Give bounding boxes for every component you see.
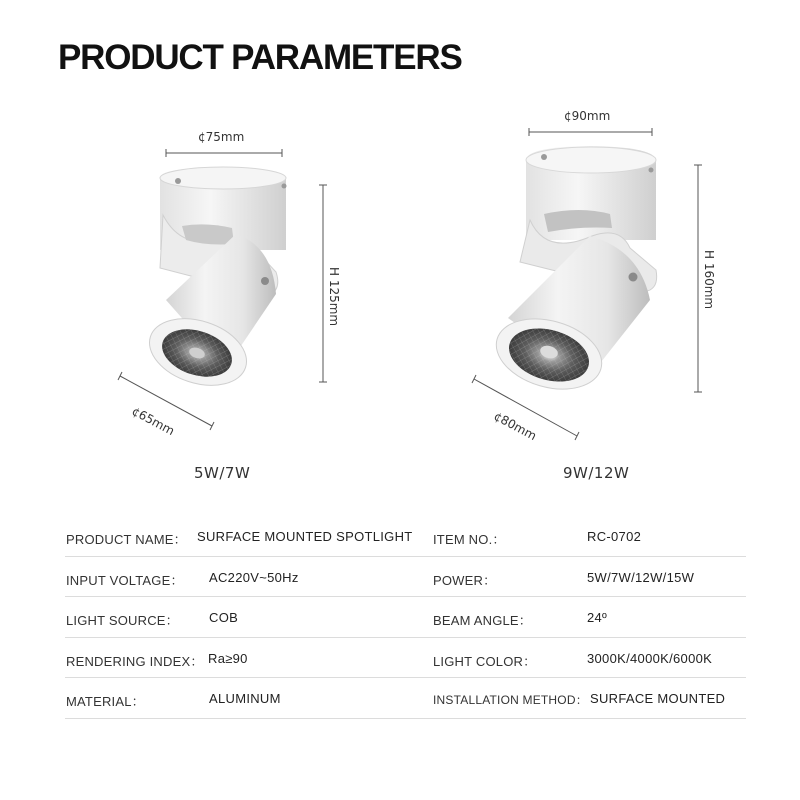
spec-value: RC-0702 — [587, 529, 642, 544]
spotlight-large — [472, 128, 702, 440]
spec-value: 5W/7W/12W/15W — [587, 569, 695, 585]
dim-front-diameter-small: ¢65mm — [129, 404, 177, 439]
dim-height-small: H 125mm — [327, 267, 341, 327]
spec-key: INPUT VOLTAGE： — [66, 572, 184, 588]
spec-key: INSTALLATION METHOD： — [433, 693, 588, 707]
spec-key: MATERIAL： — [66, 694, 145, 709]
spec-value: 24º — [587, 610, 608, 625]
spec-value: COB — [209, 610, 239, 625]
spec-value: SURFACE MOUNTED SPOTLIGHT — [197, 529, 413, 544]
dim-line-height-small — [319, 185, 327, 382]
page-title: PRODUCT PARAMETERS — [58, 38, 462, 77]
spec-table — [65, 516, 746, 719]
spec-value: SURFACE MOUNTED — [590, 691, 726, 706]
spec-key: BEAM ANGLE： — [433, 613, 533, 628]
variant-label-small: 5W/7W — [194, 464, 251, 482]
spec-key: LIGHT SOURCE： — [66, 613, 179, 628]
spec-value: 3000K/4000K/6000K — [587, 650, 713, 666]
dim-line-height-large — [694, 165, 702, 392]
spec-value: ALUMINUM — [209, 691, 281, 706]
dim-line-top-large — [529, 128, 652, 136]
spec-row — [65, 597, 746, 638]
dim-height-large: H 160mm — [702, 250, 716, 310]
spec-row — [65, 678, 746, 719]
spec-row — [65, 516, 746, 557]
spec-key: POWER： — [433, 572, 497, 588]
spec-key: PRODUCT NAME： — [66, 532, 187, 547]
dim-line-top-small — [166, 149, 282, 157]
dim-top-diameter-small: ¢75mm — [198, 130, 245, 144]
dim-top-diameter-large: ¢90mm — [564, 109, 611, 123]
spec-key: RENDERING INDEX： — [66, 653, 204, 669]
spec-value: AC220V~50Hz — [209, 569, 299, 585]
spec-key: ITEM NO.： — [433, 532, 506, 547]
spotlight-small — [118, 149, 327, 430]
spec-row — [65, 638, 746, 679]
spec-key: LIGHT COLOR： — [433, 653, 537, 669]
variant-label-large: 9W/12W — [563, 464, 630, 482]
dim-front-diameter-large: ¢80mm — [491, 409, 539, 444]
spec-value: Ra≥90 — [208, 650, 248, 666]
spec-row — [65, 557, 746, 598]
